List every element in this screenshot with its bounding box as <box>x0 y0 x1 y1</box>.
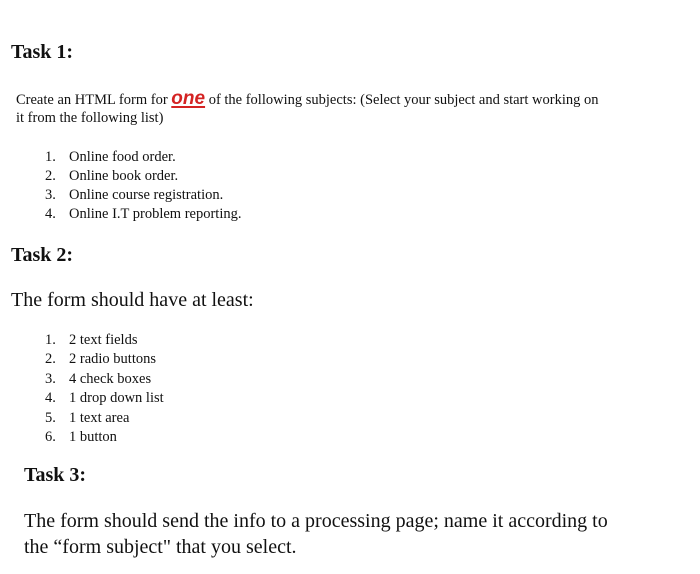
list-item-text: 1 text area <box>69 409 130 426</box>
list-item-text: 2 text fields <box>69 332 138 348</box>
list-item-text: Online I.T problem reporting. <box>69 206 242 222</box>
task2-intro: The form should have at least: <box>11 289 254 311</box>
task1-heading: Task 1: <box>11 41 74 63</box>
task1-intro-emphasis: one <box>171 88 206 109</box>
task1-intro-after: of the following subjects: (Select your subject and start working on <box>205 92 599 108</box>
list-item-text: Online book order. <box>69 168 179 184</box>
list-item-text: 1 drop down list <box>69 390 164 407</box>
list-item-number: 1. <box>45 332 56 348</box>
task1-intro-line2: it from the following list) <box>16 110 164 126</box>
list-item <box>45 409 164 428</box>
task2-heading: Task 2: <box>11 244 74 266</box>
list-item-number: 6. <box>45 428 56 445</box>
list-item <box>45 428 164 447</box>
list-item <box>45 331 164 350</box>
list-item <box>45 167 242 186</box>
list-item <box>45 148 242 167</box>
list-item-number: 4. <box>45 206 56 222</box>
task1-subject-list <box>45 148 242 224</box>
list-item-number: 4. <box>45 390 56 407</box>
list-item <box>45 370 164 389</box>
task1-intro <box>16 90 696 109</box>
list-item <box>45 350 164 369</box>
task3-line2: the “form subject" that you select. <box>24 536 297 558</box>
list-item-number: 2. <box>45 168 56 184</box>
list-item <box>45 205 242 224</box>
list-item <box>45 186 242 205</box>
task1-intro-before: Create an HTML form for <box>16 92 172 108</box>
list-item-text: 2 radio buttons <box>69 351 156 368</box>
list-item-text: 1 button <box>69 428 117 445</box>
list-item-number: 5. <box>45 409 56 426</box>
task2-requirements-list <box>45 331 164 447</box>
task3-heading: Task 3: <box>24 464 87 486</box>
list-item <box>45 389 164 408</box>
list-item-number: 3. <box>45 187 56 203</box>
list-item-number: 3. <box>45 370 56 387</box>
list-item-text: Online food order. <box>69 149 176 165</box>
list-item-text: Online course registration. <box>69 187 224 203</box>
task3-line1: The form should send the info to a processing page; name it according to <box>24 510 608 532</box>
list-item-text: 4 check boxes <box>69 370 152 387</box>
list-item-number: 2. <box>45 351 56 368</box>
list-item-number: 1. <box>45 149 56 165</box>
